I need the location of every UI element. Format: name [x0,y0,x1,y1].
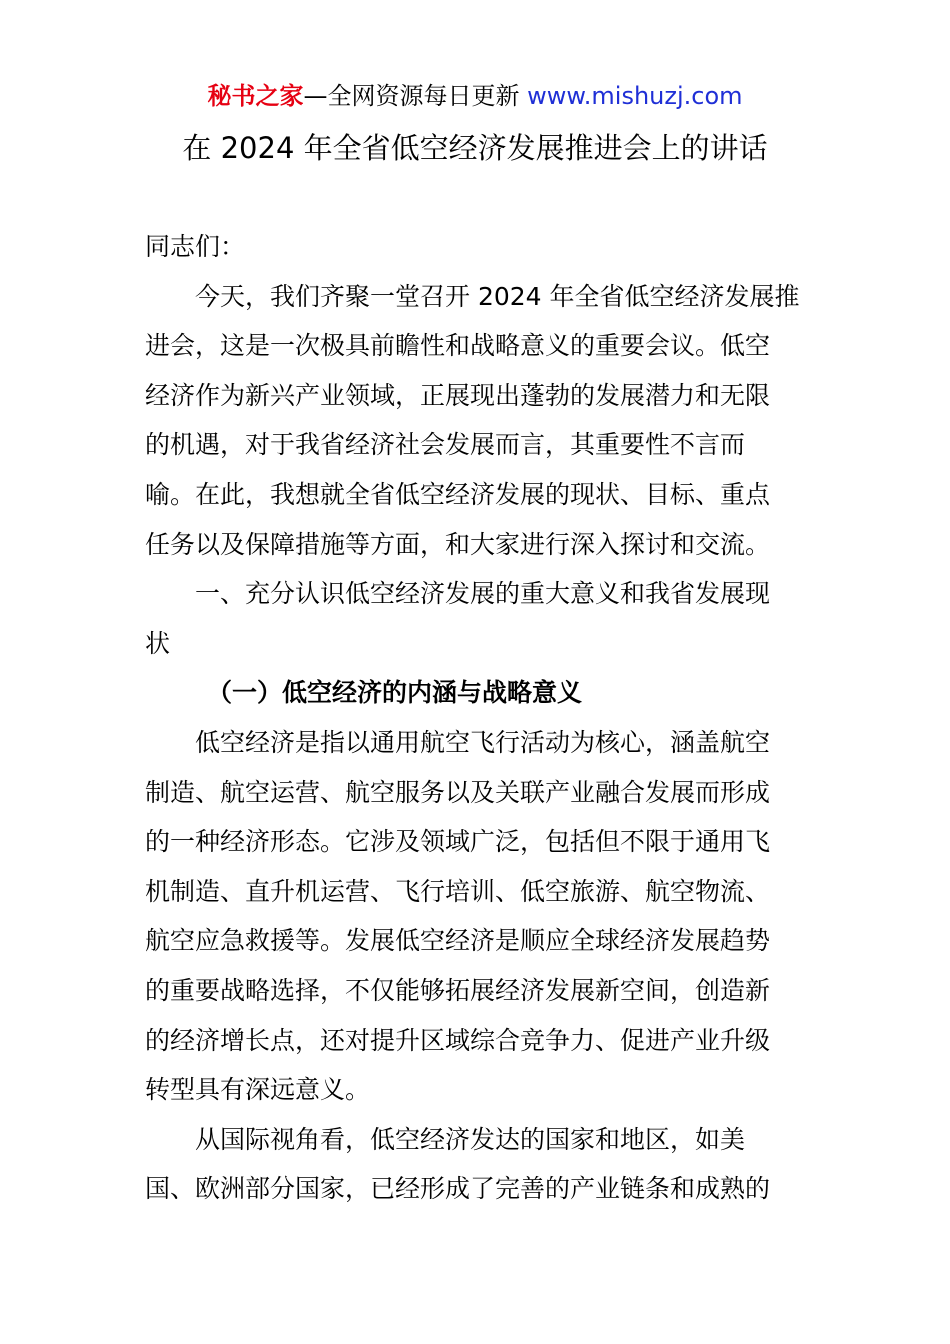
paragraph-line: 制造、航空运营、航空服务以及关联产业融合发展而形成 [145,777,771,807]
paragraph-line: 的重要战略选择，不仅能够拓展经济发展新空间，创造新 [145,975,771,1005]
paragraph-line: 的经济增长点，还对提升区域综合竞争力、促进产业升级 [145,1025,771,1055]
paragraph-line: 进会，这是一次极具前瞻性和战略意义的重要会议。低空 [145,331,771,361]
section-heading: 一、充分认识低空经济发展的重大意义和我省发展现 [195,579,771,609]
paragraph-line: 机制造、直升机运营、飞行培训、低空旅游、航空物流、 [145,876,771,906]
salutation: 同志们： [145,232,246,261]
paragraph-line: 经济作为新兴产业领域，正展现出蓬勃的发展潜力和无限 [145,380,771,410]
site-brand: 秘书之家 [207,82,304,110]
section-heading-continued: 状 [145,628,171,658]
paragraph-line: 低空经济是指以通用航空飞行活动为核心，涵盖航空 [195,727,771,757]
paragraph-line: 的机遇，对于我省经济社会发展而言，其重要性不言而 [145,430,746,460]
paragraph-line: 国、欧洲部分国家，已经形成了完善的产业链条和成熟的 [145,1174,771,1204]
paragraph-line: 喻。在此，我想就全省低空经济发展的现状、目标、重点 [145,479,771,509]
subsection-heading: （一）低空经济的内涵与战略意义 [207,678,583,708]
paragraph-line: 航空应急救援等。发展低空经济是顺应全球经济发展趋势 [145,926,771,956]
paragraph-line: 的一种经济形态。它涉及领域广泛，包括但不限于通用飞 [145,827,771,857]
paragraph-line: 转型具有深远意义。 [145,1075,371,1105]
paragraph-line: 任务以及保障措施等方面，和大家进行深入探讨和交流。 [145,529,771,559]
site-url-link[interactable]: www.mishuzj.com [527,82,743,110]
paragraph-line: 今天，我们齐聚一堂召开 2024 年全省低空经济发展推 [195,281,800,311]
document-body [145,222,810,1214]
document-title: 在 2024 年全省低空经济发展推进会上的讲话 [182,131,768,165]
paragraph-line: 从国际视角看，低空经济发达的国家和地区，如美 [195,1124,746,1154]
site-tagline: —全网资源每日更新 [303,82,520,110]
site-header [0,80,950,112]
